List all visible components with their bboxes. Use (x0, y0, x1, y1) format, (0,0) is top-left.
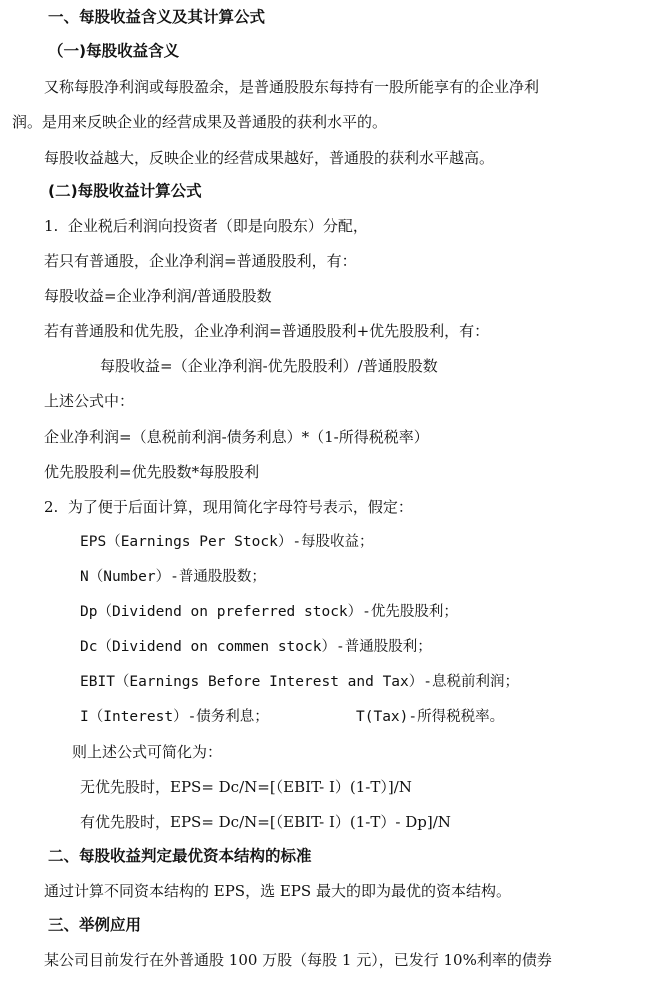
formula-line: 每股收益=企业净利润/普通股股数 (44, 287, 272, 305)
definition-line: Dc（Dividend on commen stock）-普通股股利； (80, 639, 432, 655)
definition-line: N（Number）-普通股股数； (80, 569, 266, 585)
formula-line: 企业净利润=（息税前利润-债务利息）*（1-所得税税率） (44, 428, 429, 446)
paragraph-line: 则上述公式可简化为： (72, 743, 223, 761)
formula-line: 优先股股利=优先股数*每股股利 (44, 463, 260, 481)
paragraph-line: 又称每股净利润或每股盈余，是普通股股东每持有一股所能享有的企业净利 (44, 78, 540, 96)
paragraph-line: 某公司目前发行在外普通股 100 万股（每股 1 元），已发行 10%利率的债券 (44, 951, 552, 969)
section-heading-2: 二、每股收益判定最优资本结构的标准 (48, 847, 312, 865)
paragraph-line: 若只有普通股，企业净利润=普通股股利，有： (44, 252, 357, 270)
paragraph-line: 上述公式中： (44, 392, 135, 410)
section-heading-1: 一、每股收益含义及其计算公式 (48, 8, 266, 26)
paragraph-line: 2. 为了便于后面计算，现用简化字母符号表示，假定： (44, 498, 413, 516)
formula-line: 每股收益=（企业净利润-优先股股利）/普通股股数 (100, 357, 438, 375)
definition-line: EPS（Earnings Per Stock）-每股收益； (80, 534, 374, 550)
subsection-heading-1: （一)每股收益含义 (48, 42, 180, 60)
paragraph-line: 每股收益越大，反映企业的经营成果越好，普通股的获利水平越高。 (44, 149, 495, 167)
subsection-heading-2: (二)每股收益计算公式 (48, 182, 202, 200)
formula-line: 有优先股时，EPS= Dc/N=[（EBIT- I）(1-T）- Dp]/N (80, 813, 451, 831)
formula-line: 无优先股时，EPS= Dc/N=[（EBIT- I）(1-T）]/N (80, 778, 412, 796)
definition-line: EBIT（Earnings Before Interest and Tax）-息税前利润； (80, 674, 519, 690)
paragraph-line: 若有普通股和优先股，企业净利润=普通股股利+优先股股利，有： (44, 322, 490, 340)
paragraph-line: 润。是用来反映企业的经营成果及普通股的获利水平的。 (12, 113, 388, 131)
paragraph-line: 1. 企业税后利润向投资者（即是向股东）分配， (44, 217, 368, 235)
section-heading-3: 三、举例应用 (48, 916, 142, 934)
definition-line: T(Tax)-所得税税率。 (356, 709, 505, 725)
definition-line: Dp（Dividend on preferred stock）-优先股股利； (80, 604, 458, 620)
paragraph-line: 通过计算不同资本结构的 EPS，选 EPS 最大的即为最优的资本结构。 (44, 882, 511, 900)
definition-line: I（Interest）-债务利息； (80, 709, 269, 725)
